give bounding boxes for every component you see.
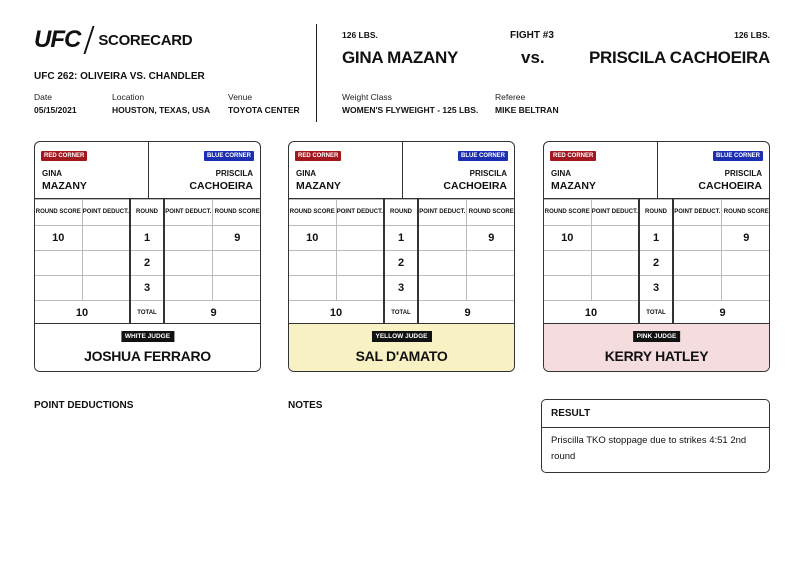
- corner-divider: [657, 142, 658, 199]
- blue-total: 9: [418, 301, 515, 326]
- blue-weight: 126 LBS.: [734, 30, 770, 40]
- corner-divider: [402, 142, 403, 199]
- judge-footer: [544, 323, 769, 372]
- round-row: [544, 251, 770, 276]
- total-row: [544, 301, 770, 326]
- round-row: [35, 276, 261, 301]
- header-divider: [316, 24, 317, 122]
- notes-heading: NOTES: [288, 400, 323, 411]
- red-point-deduct: [336, 276, 384, 301]
- blue-round-score: [721, 276, 770, 301]
- round-number: 1: [130, 226, 164, 251]
- red-first-name: GINA: [551, 169, 571, 178]
- point-deduct-header: POINT DEDUCT.: [336, 200, 384, 226]
- red-last-name: MAZANY: [42, 180, 87, 192]
- red-round-score: [544, 276, 591, 301]
- result-divider: [542, 427, 769, 428]
- red-last-name: MAZANY: [551, 180, 596, 192]
- round-row: [544, 226, 770, 251]
- point-deductions-heading: POINT DEDUCTIONS: [34, 400, 134, 411]
- red-round-score: [289, 251, 336, 276]
- total-row: [289, 301, 515, 326]
- round-row: [35, 226, 261, 251]
- round-number: 3: [384, 276, 418, 301]
- red-total: 10: [544, 301, 639, 326]
- corner-header: [35, 142, 260, 199]
- red-point-deduct: [336, 226, 384, 251]
- blue-first-name: PRISCILA: [469, 169, 507, 178]
- point-deduct-header: POINT DEDUCT.: [673, 200, 721, 226]
- red-fighter-name: GINA MAZANY: [342, 48, 459, 67]
- round-score-header: ROUND SCORE: [544, 200, 591, 226]
- round-score-header: ROUND SCORE: [466, 200, 515, 226]
- round-number: 2: [639, 251, 673, 276]
- score-header-row: [544, 200, 770, 226]
- judge-name: JOSHUA FERRARO: [84, 348, 211, 364]
- corner-header: [544, 142, 769, 199]
- date-label: Date: [34, 92, 52, 102]
- round-number: 2: [384, 251, 418, 276]
- total-label: TOTAL: [130, 301, 164, 326]
- blue-point-deduct: [418, 251, 466, 276]
- weight-class-value: WOMEN'S FLYWEIGHT - 125 LBS.: [342, 105, 479, 115]
- blue-last-name: CACHOEIRA: [443, 180, 507, 192]
- blue-corner-badge: BLUE CORNER: [458, 151, 508, 161]
- venue-label: Venue: [228, 92, 253, 102]
- referee-value: MIKE BELTRAN: [495, 105, 559, 115]
- vs-label: vs.: [521, 48, 545, 67]
- score-header-row: [289, 200, 515, 226]
- score-table: [289, 199, 515, 326]
- red-first-name: GINA: [296, 169, 316, 178]
- red-point-deduct: [591, 276, 639, 301]
- blue-last-name: CACHOEIRA: [698, 180, 762, 192]
- blue-total: 9: [164, 301, 261, 326]
- blue-point-deduct: [164, 276, 212, 301]
- judge-scorecard: [34, 141, 261, 372]
- red-point-deduct: [82, 226, 130, 251]
- ufc-logo: [34, 26, 192, 54]
- blue-round-score: 9: [721, 226, 770, 251]
- round-score-header: ROUND SCORE: [35, 200, 82, 226]
- total-label: TOTAL: [384, 301, 418, 326]
- round-number: 2: [130, 251, 164, 276]
- blue-point-deduct: [164, 226, 212, 251]
- score-header-row: [35, 200, 261, 226]
- result-box: [541, 399, 770, 473]
- fight-number: FIGHT #3: [510, 30, 554, 41]
- total-label: TOTAL: [639, 301, 673, 326]
- blue-round-score: [212, 276, 261, 301]
- blue-first-name: PRISCILA: [215, 169, 253, 178]
- judge-scorecard: [288, 141, 515, 372]
- blue-round-score: 9: [212, 226, 261, 251]
- location-value: HOUSTON, TEXAS, USA: [112, 105, 211, 115]
- round-row: [289, 276, 515, 301]
- blue-point-deduct: [418, 276, 466, 301]
- logo-slash: [84, 26, 95, 54]
- round-header: ROUND: [639, 200, 673, 226]
- judge-scorecard: [543, 141, 770, 372]
- red-point-deduct: [82, 276, 130, 301]
- round-score-header: ROUND SCORE: [721, 200, 770, 226]
- judge-footer: [35, 323, 260, 372]
- red-total: 10: [35, 301, 130, 326]
- round-number: 3: [130, 276, 164, 301]
- logo-text: UFC: [34, 26, 81, 53]
- point-deduct-header: POINT DEDUCT.: [418, 200, 466, 226]
- point-deduct-header: POINT DEDUCT.: [591, 200, 639, 226]
- blue-corner-badge: BLUE CORNER: [713, 151, 763, 161]
- blue-corner-badge: BLUE CORNER: [204, 151, 254, 161]
- result-title: RESULT: [551, 408, 591, 419]
- corner-divider: [148, 142, 149, 199]
- total-row: [35, 301, 261, 326]
- event-name: UFC 262: OLIVEIRA VS. CHANDLER: [34, 71, 205, 82]
- page-title: SCORECARD: [98, 31, 193, 49]
- blue-round-score: [212, 251, 261, 276]
- round-row: [544, 276, 770, 301]
- judge-color-badge: WHITE JUDGE: [121, 331, 174, 342]
- location-label: Location: [112, 92, 145, 102]
- blue-total: 9: [673, 301, 770, 326]
- blue-round-score: 9: [466, 226, 515, 251]
- red-round-score: [289, 276, 336, 301]
- blue-last-name: CACHOEIRA: [189, 180, 253, 192]
- red-round-score: [35, 251, 82, 276]
- judge-color-badge: YELLOW JUDGE: [371, 331, 431, 342]
- red-point-deduct: [591, 251, 639, 276]
- red-weight: 126 LBS.: [342, 30, 378, 40]
- blue-point-deduct: [673, 226, 721, 251]
- round-score-header: ROUND SCORE: [289, 200, 336, 226]
- round-number: 1: [639, 226, 673, 251]
- red-round-score: 10: [35, 226, 82, 251]
- weight-class-label: Weight Class: [342, 92, 392, 102]
- round-row: [35, 251, 261, 276]
- judge-name: KERRY HATLEY: [604, 348, 709, 364]
- point-deduct-header: POINT DEDUCT.: [82, 200, 130, 226]
- judge-color-badge: PINK JUDGE: [633, 331, 681, 342]
- red-total: 10: [289, 301, 384, 326]
- date-value: 05/15/2021: [34, 105, 77, 115]
- round-number: 3: [639, 276, 673, 301]
- red-corner-badge: RED CORNER: [550, 151, 596, 161]
- red-point-deduct: [591, 226, 639, 251]
- red-point-deduct: [82, 251, 130, 276]
- blue-point-deduct: [418, 226, 466, 251]
- round-header: ROUND: [130, 200, 164, 226]
- red-round-score: 10: [289, 226, 336, 251]
- point-deduct-header: POINT DEDUCT.: [164, 200, 212, 226]
- venue-value: TOYOTA CENTER: [228, 105, 300, 115]
- round-row: [289, 226, 515, 251]
- score-table: [544, 199, 770, 326]
- red-last-name: MAZANY: [296, 180, 341, 192]
- red-round-score: [35, 276, 82, 301]
- blue-round-score: [466, 276, 515, 301]
- red-point-deduct: [336, 251, 384, 276]
- blue-point-deduct: [673, 251, 721, 276]
- red-round-score: 10: [544, 226, 591, 251]
- result-text: Priscilla TKO stoppage due to strikes 4:51 2nd round: [551, 435, 747, 462]
- judge-name: SAL D'AMATO: [355, 348, 448, 364]
- referee-label: Referee: [495, 92, 526, 102]
- round-number: 1: [384, 226, 418, 251]
- blue-point-deduct: [673, 276, 721, 301]
- score-table: [35, 199, 261, 326]
- blue-round-score: [466, 251, 515, 276]
- red-round-score: [544, 251, 591, 276]
- red-first-name: GINA: [42, 169, 62, 178]
- round-score-header: ROUND SCORE: [212, 200, 261, 226]
- judge-footer: [289, 323, 514, 372]
- blue-point-deduct: [164, 251, 212, 276]
- round-row: [289, 251, 515, 276]
- red-corner-badge: RED CORNER: [295, 151, 341, 161]
- red-corner-badge: RED CORNER: [41, 151, 87, 161]
- blue-fighter-name: PRISCILA CACHOEIRA: [589, 48, 770, 67]
- round-header: ROUND: [384, 200, 418, 226]
- blue-round-score: [721, 251, 770, 276]
- corner-header: [289, 142, 514, 199]
- blue-first-name: PRISCILA: [724, 169, 762, 178]
